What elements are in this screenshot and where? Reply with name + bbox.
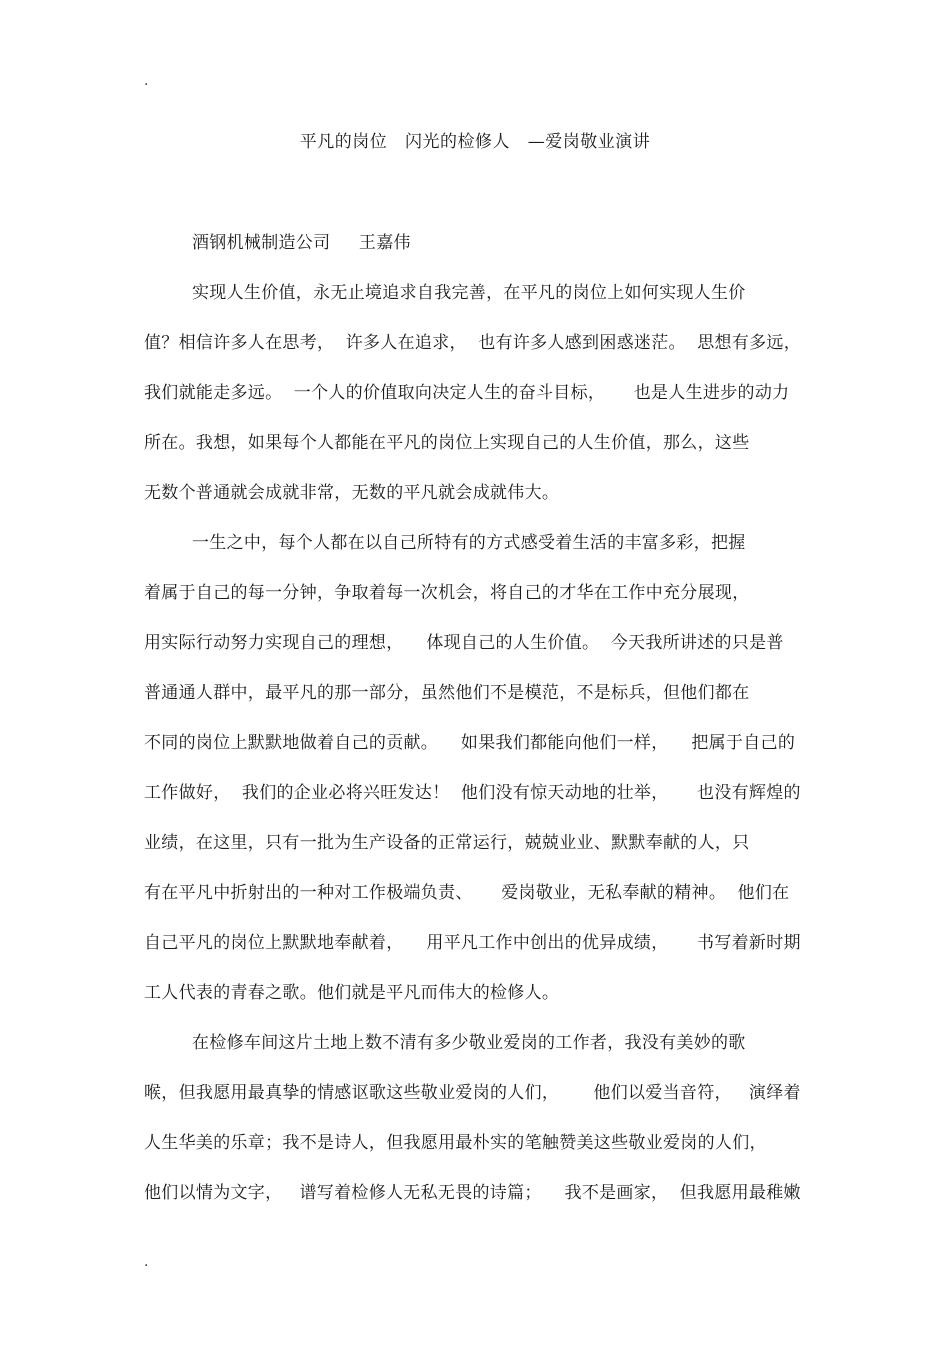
text-line: 一生之中，每个人都在以自己所特有的方式感受着生活的丰富多彩，把握	[192, 533, 746, 553]
text-line: 他们以情为文字， 谱写着检修人无私无畏的诗篇； 我不是画家， 但我愿用最稚嫩	[144, 1183, 801, 1203]
text-line: 喉，但我愿用最真挚的情感讴歌这些敬业爱岗的人们， 他们以爱当音符， 演绎着	[144, 1083, 801, 1103]
text-line: 自己平凡的岗位上默默地奉献着， 用平凡工作中创出的优异成绩， 书写着新时期	[144, 933, 801, 953]
text-line: 用实际行动努力实现自己的理想， 体现自己的人生价值。 今天我所讲述的只是普	[144, 633, 784, 653]
text-line: 人生华美的乐章；我不是诗人，但我愿用最朴实的笔触赞美这些敬业爱岗的人们，	[144, 1133, 767, 1153]
text-line: 业绩，在这里，只有一批为生产设备的正常运行，兢兢业业、默默奉献的人，只	[144, 833, 750, 853]
text-line: 实现人生价值，永无止境追求自我完善，在平凡的岗位上如何实现人生价	[192, 283, 746, 303]
top-page-mark: .	[144, 73, 149, 89]
text-line: 工作做好， 我们的企业必将兴旺发达！ 他们没有惊天动地的壮举， 也没有辉煌的	[144, 783, 801, 803]
text-line: 普通通人群中，最平凡的那一部分，虽然他们不是模范，不是标兵，但他们都在	[144, 683, 750, 703]
text-line: 着属于自己的每一分钟，争取着每一次机会，将自己的才华在工作中充分展现，	[144, 583, 750, 603]
text-line: 无数个普通就会成就非常，无数的平凡就会成就伟大。	[144, 483, 560, 503]
bottom-page-mark: .	[144, 1254, 149, 1270]
text-line: 在检修车间这片土地上数不清有多少敬业爱岗的工作者，我没有美妙的歌	[192, 1033, 746, 1053]
text-line: 有在平凡中折射出的一种对工作极端负责、 爱岗敬业，无私奉献的精神。 他们在	[144, 883, 790, 903]
text-line: 不同的岗位上默默地做着自己的贡献。 如果我们都能向他们一样， 把属于自己的	[144, 733, 796, 753]
text-line: 工人代表的青春之歌。他们就是平凡而伟大的检修人。	[144, 983, 560, 1003]
text-line: 我们就能走多远。 一个人的价值取向决定人生的奋斗目标， 也是人生进步的动力	[144, 383, 790, 403]
author-line: 酒钢机械制造公司 王嘉伟	[192, 233, 411, 253]
document-title: 平凡的岗位 闪光的检修人 —爱岗敬业演讲	[299, 132, 651, 152]
text-line: 值？相信许多人在思考， 许多人在追求， 也有许多人感到困惑迷茫。 思想有多远，	[144, 333, 802, 353]
text-line: 所在。我想，如果每个人都能在平凡的岗位上实现自己的人生价值，那么，这些	[144, 433, 750, 453]
